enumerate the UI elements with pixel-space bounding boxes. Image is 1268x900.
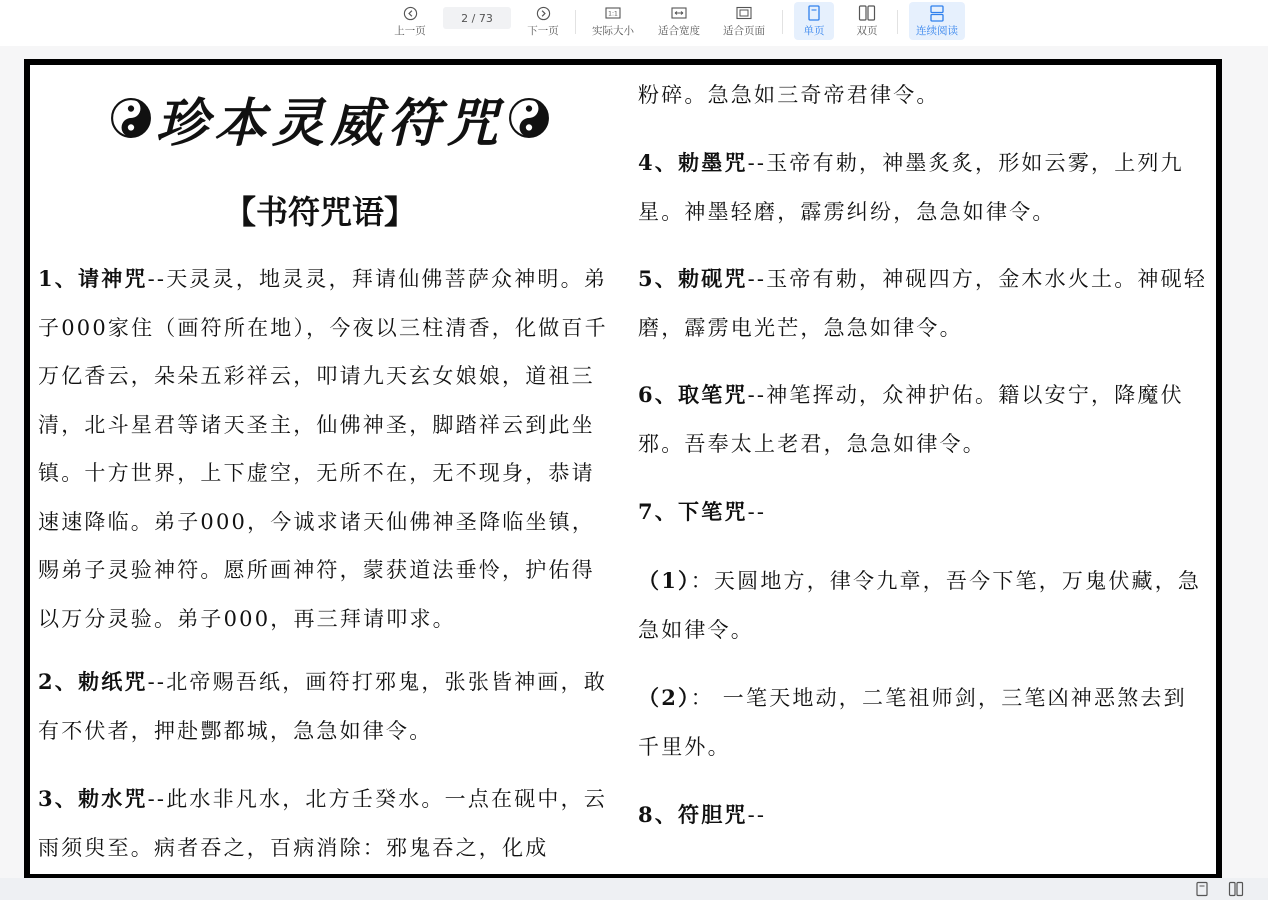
chevron-right-icon: [536, 4, 551, 22]
toolbar-divider: [897, 10, 898, 34]
incantation-7-part-2: [638, 674, 1208, 771]
single-page-label: 单页: [803, 25, 825, 37]
fit-width-label: 适合宽度: [658, 25, 700, 37]
incantation-text: --此水非凡水，北方壬癸水。一点在砚中，云雨须臾至。病者吞之，百病消除：邪鬼吞之，化成: [38, 787, 608, 860]
incantation-title: 1、请神咒: [38, 266, 148, 291]
toolbar-divider: [575, 10, 576, 34]
incantation-title: 3、勅水咒: [38, 786, 148, 811]
double-page-button[interactable]: [848, 2, 886, 40]
svg-text:1:1: 1:1: [608, 10, 618, 18]
chevron-left-icon: [403, 4, 418, 22]
single-page-icon: [807, 4, 821, 22]
incantation-3: [38, 775, 610, 872]
incantation-5: [638, 255, 1208, 352]
incantation-title: 2、勅纸咒: [38, 669, 148, 694]
incantation-title: （2）: [638, 685, 691, 710]
continuous-reading-label: 连续阅读: [916, 25, 958, 37]
incantation-title: 6、取笔咒: [638, 382, 748, 407]
incantation-text: --天灵灵，地灵灵，拜请仙佛菩萨众神明。弟子000家住（画符所在地），今夜以三柱清香，化做百千万亿香云，朵朵五彩祥云，叩请九天玄女娘娘，道祖三清，北斗星君等诸天圣主，仙佛神圣，脚踏祥云到此坐镇。十方世界，上下虚空，无所不在，无不现身，恭请速速降临。弟子000，今诚求诸天仙佛神圣降临坐镇，赐弟子灵验神符。愿所画神符，蒙获道法垂怜，护佑得以万分灵验。弟子000，再三拜请叩求。: [38, 267, 608, 631]
incantation-7: [638, 488, 1208, 537]
incantation-text: --玉帝有勅，神砚四方，金木水火土。神砚轻磨，霹雳电光芒，急急如律令。: [638, 267, 1208, 340]
incantation-text: ： 一笔天地动，二笔祖师剑，三笔凶神恶煞去到千里外。: [638, 686, 1187, 759]
title-text: 珍本灵威符咒: [155, 92, 504, 154]
actual-size-label: 实际大小: [592, 25, 634, 37]
yin-yang-icon: [508, 97, 550, 139]
incantation-4: [638, 139, 1208, 236]
incantation-text: --: [747, 803, 767, 827]
page-content: [29, 64, 1217, 875]
actual-size-button[interactable]: [589, 2, 637, 40]
incantation-text: --北帝赐吾纸，画符打邪鬼，张张皆神画，敢有不伏者，押赴酆都城，急急如律令。: [38, 670, 608, 743]
fit-page-icon: [736, 4, 752, 22]
double-page-view-icon[interactable]: [1228, 881, 1244, 897]
fit-page-label: 适合页面: [723, 25, 765, 37]
continuous-reading-icon: [929, 4, 945, 22]
section-heading: 【书符咒语】: [223, 193, 416, 231]
toolbar: [0, 0, 1268, 46]
fit-width-button[interactable]: [654, 2, 704, 40]
fit-width-icon: [671, 4, 687, 22]
page-number-input[interactable]: 2 / 73: [443, 7, 511, 29]
actual-size-icon: [605, 4, 621, 22]
yin-yang-icon: [110, 97, 152, 139]
vertical-scrollbar[interactable]: [1256, 46, 1268, 878]
incantation-text: ：天圆地方，律令九章，吾今下笔，万鬼伏藏，急急如律令。: [638, 569, 1202, 642]
document-title: [95, 83, 565, 153]
incantation-3-continued: [638, 71, 1208, 120]
document-page: [24, 59, 1222, 880]
incantation-6: [638, 371, 1208, 468]
toolbar-divider: [782, 10, 783, 34]
incantation-title: 4、勅墨咒: [638, 150, 748, 175]
incantation-title: （1）: [638, 568, 691, 593]
status-bar: [0, 878, 1268, 900]
incantation-8: [638, 791, 1208, 840]
double-page-label: 双页: [856, 25, 878, 37]
incantation-7-part-1: [638, 557, 1208, 654]
incantation-text: --玉帝有勅，神墨炙炙，形如云雾，上列九星。神墨轻磨，霹雳纠纷，急急如律令。: [638, 151, 1184, 224]
incantation-text: 粉碎。急急如三奇帝君律令。: [638, 83, 940, 107]
double-page-icon: [858, 4, 876, 22]
next-page-label: 下一页: [527, 25, 559, 37]
incantation-title: 7、下笔咒: [638, 499, 748, 524]
fit-page-button[interactable]: [719, 2, 769, 40]
incantation-2: [38, 658, 610, 755]
next-page-button[interactable]: [525, 2, 561, 40]
incantation-title: 8、符胆咒: [638, 802, 748, 827]
prev-page-label: 上一页: [394, 25, 426, 37]
incantation-text: --神笔挥动，众神护佑。籍以安宁，降魔伏邪。吾奉太上老君，急急如律令。: [638, 383, 1184, 456]
continuous-reading-button[interactable]: [909, 2, 965, 40]
single-page-view-icon[interactable]: [1194, 881, 1210, 897]
incantation-text: --: [747, 500, 767, 524]
incantation-title: 5、勅砚咒: [638, 266, 748, 291]
prev-page-button[interactable]: [392, 2, 428, 40]
incantation-1: [38, 255, 610, 643]
single-page-button[interactable]: [794, 2, 834, 40]
